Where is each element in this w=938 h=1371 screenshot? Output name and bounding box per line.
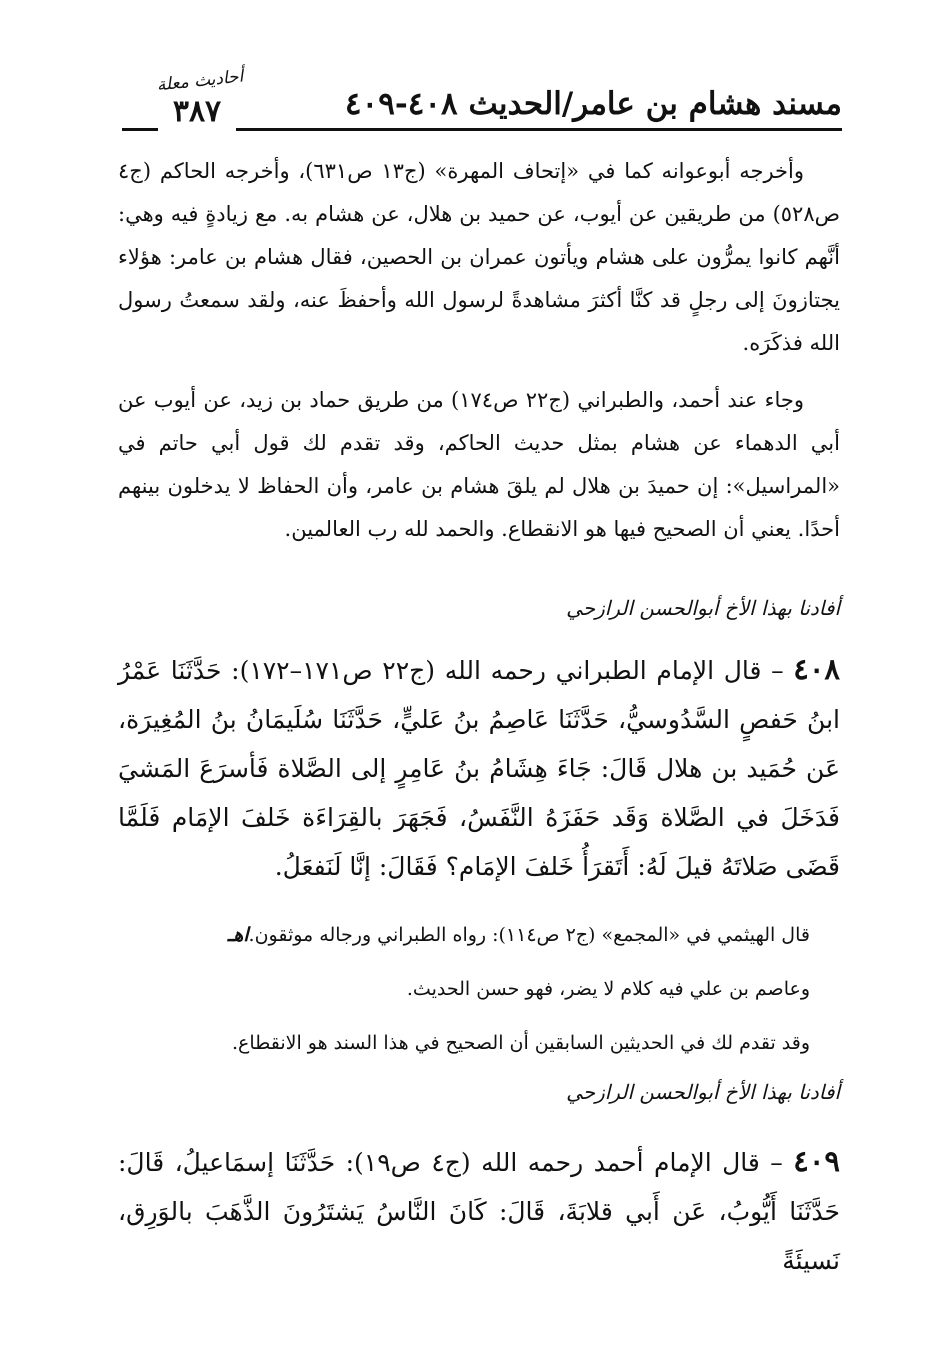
intro-section — [118, 150, 840, 551]
hadith-409-paragraph — [118, 1137, 840, 1285]
credit-line-1: أفادنا بهذا الأخ أبوالحسن الرازحي — [566, 596, 840, 620]
note-line-3: وقد تقدم لك في الحديثين السابقين أن الصحيح في هذا السند هو الانقطاع. — [231, 1032, 810, 1054]
header-title: مسند هشام بن عامر/الحديث ٤٠٨-٤٠٩ — [344, 86, 842, 122]
hadith-409-section — [118, 1137, 840, 1285]
hadith-408-paragraph — [118, 645, 840, 891]
hadith-408-notes — [118, 920, 840, 1058]
hadith-408-section — [118, 645, 840, 891]
note-end-mark: اهـ — [227, 924, 249, 946]
header-rule — [236, 128, 842, 131]
note-line-1 — [118, 920, 840, 950]
hadith-409-text: – قال الإمام أحمد رحمه الله (ج٤ ص١٩): حَدَّثَنَا إسمَاعيلُ، قَالَ: حَدَّثَنَا أَيُّوبُ، عَن أَبي قلابَةَ، قَالَ: كَانَ النَّاسُ يَشتَرُونَ الذَّهَبَ بالوَرِق، نَسيئَةً — [118, 1148, 840, 1275]
hadith-408-text: – قال الإمام الطبراني رحمه الله (ج٢٢ ص١٧١–١٧٢): حَدَّثَنَا عَمْرُ ابنُ حَفصٍ السَّدُوسيُّ، حَدَّثَنَا عَاصِمُ بنُ عَليٍّ، حَدَّثَنَا سُلَيمَانُ بنُ المُغِيرَة، عَن حُمَيد بن هلال قَالَ: جَاءَ هِشَامُ بنُ عَامِرٍ إلى الصَّلاة فَأسرَعَ المَشيَ فَدَخَلَ في الصَّلاة وَقَد حَفَزَهُ النَّفَسُ، فَجَهَرَ بالقِرَاءَة خَلفَ الإمَام فَلَمَّا قَضَى صَلاتَهُ قيلَ لَهُ: أَتَقرَأُ خَلفَ الإمَام؟ فَقَالَ: إنَّا لَنَفعَلُ. — [118, 656, 840, 881]
hadith-409-number: ٤٠٩ — [793, 1144, 840, 1178]
credit-line-2: أفادنا بهذا الأخ أبوالحسن الرازحي — [566, 1080, 840, 1104]
page-number: ٣٨٧ — [172, 94, 222, 129]
side-note: أحاديث معلة — [155, 66, 245, 96]
note-line-1-text: قال الهيثمي في «المجمع» (ج٢ ص١١٤): رواه الطبراني ورجاله موثقون. — [248, 924, 810, 946]
intro-paragraph-1: وأخرجه أبوعوانه كما في «إتحاف المهرة» (ج١٣ ص٦٣١)، وأخرجه الحاكم (ج٤ ص٥٢٨) من طريقين عن أيوب، عن حميد بن هلال، عن هشام به. مع زيادةٍ فيه وهي: أنَّهم كانوا يمرُّون على هشام ويأتون عمران بن الحصين، فقال هشام بن عامر: هؤلاء يجتازونَ إلى رجلٍ قد كنَّا أكثرَ مشاهدةً لرسول الله وأحفظَ عنه، ولقد سمعتُ رسول الله فذكَرَه. — [118, 159, 840, 355]
header-rule-short — [122, 128, 158, 131]
intro-paragraph-2: وجاء عند أحمد، والطبراني (ج٢٢ ص١٧٤) من طريق حماد بن زيد، عن أيوب عن أبي الدهماء عن هشام بمثل حديث الحاكم، وقد تقدم لك قول أبي حاتم في «المراسيل»: إن حميدَ بن هلال لم يلقَ هشام بن عامر، وأن الحفاظ لا يدخلون بينهم أحدًا. يعني أن الصحيح فيها هو الانقطاع. والحمد لله رب العالمين. — [118, 388, 840, 541]
note-line-2: وعاصم بن علي فيه كلام لا يضر، فهو حسن الحديث. — [406, 978, 810, 1000]
hadith-408-number: ٤٠٨ — [793, 652, 840, 686]
